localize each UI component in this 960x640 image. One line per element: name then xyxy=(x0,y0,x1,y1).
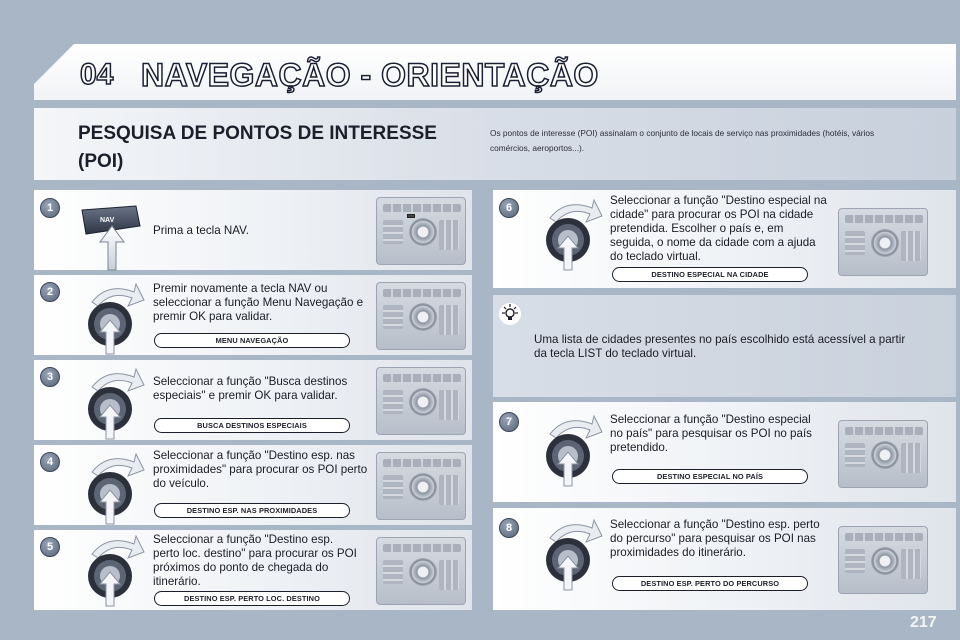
step-8-badge: 8 xyxy=(499,518,519,538)
step-3-console-image xyxy=(376,367,466,435)
page-number: 217 xyxy=(910,614,937,631)
nav-key-label: NAV xyxy=(100,217,115,224)
step-1-console-image xyxy=(376,197,466,265)
step-5-menu-label: DESTINO ESP. PERTO LOC. DESTINO xyxy=(154,591,350,606)
step-3-badge: 3 xyxy=(40,367,60,387)
knob-rotate-icon xyxy=(78,450,148,526)
step-2-badge: 2 xyxy=(40,282,60,302)
knob-rotate-icon xyxy=(536,196,606,272)
knob-rotate-icon xyxy=(78,532,148,608)
knob-rotate-icon xyxy=(536,516,606,592)
step-4-menu-label: DESTINO ESP. NAS PROXIMIDADES xyxy=(154,503,350,518)
step-6-menu-label: DESTINO ESPECIAL NA CIDADE xyxy=(612,267,808,282)
lightbulb-icon xyxy=(498,302,522,326)
step-6-text: Seleccionar a função "Destino especial na cidade" para procurar os POI na cidade pretendida. Escolher o país e, em seguida, o nome da cidade com a ajuda do teclado virtual. xyxy=(610,194,827,263)
page-title: NAVEGAÇÃO - ORIENTAÇÃO xyxy=(141,57,599,93)
step-7-menu-label: DESTINO ESPECIAL NO PAÍS xyxy=(612,469,808,484)
knob-rotate-icon xyxy=(536,412,606,488)
step-7-text: Seleccionar a função "Destino especial no país" para pesquisar os POI no país pretendido. xyxy=(610,413,812,454)
step-7-badge: 7 xyxy=(499,412,519,432)
step-1-badge: 1 xyxy=(40,198,60,218)
step-4-text: Seleccionar a função "Destino esp. nas proximidades" para procurar os POI perto do veículo. xyxy=(153,449,368,490)
step-5-text: Seleccionar a função "Destino esp. perto loc. destino" para procurar os POI próximos do ponto de chegada do itinerário. xyxy=(153,533,357,588)
step-1-text: Prima a tecla NAV. xyxy=(153,224,250,237)
step-6-badge: 6 xyxy=(499,198,519,218)
step-2-text: Premir novamente a tecla NAV ou seleccionar a função Menu Navegação e premir OK para validar. xyxy=(153,282,364,323)
step-8-text: Seleccionar a função "Destino esp. perto do percurso" para pesquisar os POI nas proximidades do itinerário. xyxy=(610,518,820,559)
step-8-menu-label: DESTINO ESP. PERTO DO PERCURSO xyxy=(612,576,808,591)
chapter-number: 04 xyxy=(80,58,114,91)
step-7-console-image xyxy=(838,420,928,488)
step-6-console-image xyxy=(838,208,928,276)
info-text: Uma lista de cidades presentes no país escolhido está acessível a partir da tecla LIST do teclado virtual. xyxy=(534,333,906,360)
step-2-console-image xyxy=(376,282,466,350)
step-5-badge: 5 xyxy=(40,537,60,557)
knob-rotate-icon xyxy=(78,280,148,356)
section-title: PESQUISA DE PONTOS DE INTERESSE (POI) xyxy=(78,123,437,172)
nav-key-icon xyxy=(78,200,146,272)
step-4-badge: 4 xyxy=(40,452,60,472)
section-intro-text: Os pontos de interesse (POI) assinalam o conjunto de locais de serviço nas proximidades (hotéis, vários comércios, aeroportos...). xyxy=(490,128,875,153)
step-8-console-image xyxy=(838,526,928,594)
step-4-console-image xyxy=(376,452,466,520)
step-3-text: Seleccionar a função "Busca destinos especiais" e premir OK para validar. xyxy=(153,375,348,402)
knob-rotate-icon xyxy=(78,365,148,441)
step-5-console-image xyxy=(376,537,466,605)
step-2-menu-label: MENU NAVEGAÇÃO xyxy=(154,333,350,348)
step-3-menu-label: BUSCA DESTINOS ESPECIAIS xyxy=(154,418,350,433)
